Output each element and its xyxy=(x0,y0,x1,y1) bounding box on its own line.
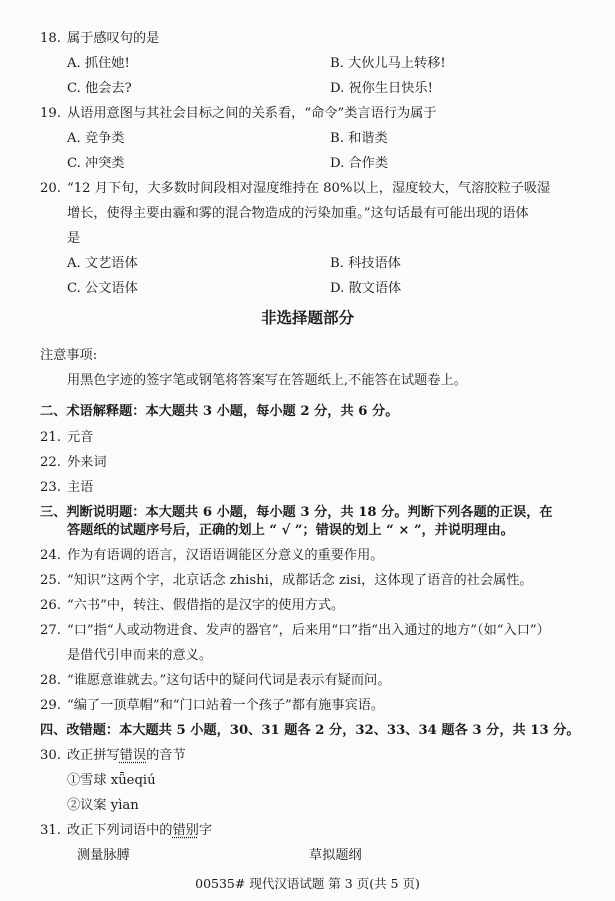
page-footer: 00535# 现代汉语试题 第 3 页(共 5 页) xyxy=(195,876,420,891)
q23-number: 23. xyxy=(40,480,61,495)
q19-option-b: B. 和谐类 xyxy=(330,131,388,146)
q20-option-b: B. 科技语体 xyxy=(330,256,401,271)
q30-item-2: ②议案 yìan xyxy=(67,798,139,813)
q31-text xyxy=(67,822,212,840)
q30-number: 30. xyxy=(40,748,61,763)
q20-number: 20. xyxy=(40,181,61,196)
q19-option-a: A. 竞争类 xyxy=(67,131,125,146)
q26-number: 26. xyxy=(40,598,61,613)
q24-number: 24. xyxy=(40,548,61,563)
q26-text: “六书”中，转注、假借指的是汉字的使用方式。 xyxy=(67,598,345,613)
section-heading-terms: 二、术语解释题：本大题共 3 小题，每小题 2 分，共 6 分。 xyxy=(40,404,399,419)
notice-title: 注意事项: xyxy=(40,348,98,363)
q31-text-post: 字 xyxy=(198,823,213,838)
q28-text: “谁愿意谁就去。”这句话中的疑问代词是表示有疑而问。 xyxy=(67,673,391,688)
q25-text: “知识”这两个字，北京话念 zhishi，成都话念 zisi，这体现了语音的社会属性。 xyxy=(67,573,533,588)
q18-option-b: B. 大伙儿马上转移! xyxy=(330,56,446,71)
q27-text-line2: 是借代引申而来的意义。 xyxy=(67,648,213,663)
q19-option-c: C. 冲突类 xyxy=(67,156,125,171)
q31-text-pre: 改正下列词语中的 xyxy=(67,823,173,838)
q18-option-c: C. 他会去? xyxy=(67,81,132,96)
q21-number: 21. xyxy=(40,430,61,445)
q29-number: 29. xyxy=(40,698,61,713)
q31-number: 31. xyxy=(40,823,61,838)
q22-text: 外来词 xyxy=(67,455,107,470)
q18-stem: 属于感叹句的是 xyxy=(67,31,160,46)
q21-text: 元音 xyxy=(67,430,94,445)
part-title: 非选择题部分 xyxy=(260,308,354,327)
q20-stem-line3: 是 xyxy=(67,231,81,246)
q18-option-a: A. 抓住她! xyxy=(67,56,130,71)
q30-text-post: 的音节 xyxy=(146,748,186,763)
q24-text: 作为有语调的语言，汉语语调能区分意义的重要作用。 xyxy=(67,548,384,563)
q18-option-d: D. 祝你生日快乐! xyxy=(330,81,433,96)
q31-item-2: 草拟题纲 xyxy=(309,848,362,863)
q20-stem-line1: “12 月下旬，大多数时间段相对湿度维持在 80%以上，湿度较大，气溶胶粒子吸湿 xyxy=(67,181,551,196)
q22-number: 22. xyxy=(40,455,61,470)
q20-option-c: C. 公文语体 xyxy=(67,281,138,296)
q25-number: 25. xyxy=(40,573,61,588)
q20-option-a: A. 文艺语体 xyxy=(67,256,138,271)
q20-option-d: D. 散文语体 xyxy=(330,281,402,296)
q18-number: 18. xyxy=(40,31,61,46)
q30-item-1: ①雪球 xǖeqiú xyxy=(67,773,156,788)
notice-text: 用黑色字迹的签字笔或钢笔将答案写在答题纸上,不能答在试题卷上。 xyxy=(67,373,467,388)
q19-option-d: D. 合作类 xyxy=(330,156,389,171)
section-heading-correct: 四、改错题：本大题共 5 小题，30、31 题各 2 分，32、33、34 题各 3 分，共 13 分。 xyxy=(40,723,580,738)
section-heading-judge-line1: 三、判断说明题：本大题共 6 小题，每小题 3 分，共 18 分。判断下列各题的正误，在 xyxy=(40,505,553,520)
section-heading-judge-line2: 答题纸的试题序号后，正确的划上 “ √ ”；错误的划上 “ × ”，并说明理由。 xyxy=(67,523,514,538)
q19-number: 19. xyxy=(40,106,61,121)
q27-number: 27. xyxy=(40,623,61,638)
q31-item-1: 测量脉膊 xyxy=(77,848,130,863)
q31-text-emphasis: 错别 xyxy=(172,823,199,838)
q20-stem-line2: 增长，使得主要由霾和雾的混合物造成的污染加重。”这句话最有可能出现的语体 xyxy=(67,206,529,221)
q27-text-line1: “口”指“人或动物进食、发声的器官”，后来用“口”指“出入通过的地方”（如“入口”） xyxy=(67,623,550,638)
q30-text-pre: 改正拼写 xyxy=(67,748,120,763)
q23-text: 主语 xyxy=(67,480,94,495)
q28-number: 28. xyxy=(40,673,61,688)
q19-stem: 从语用意图与其社会目标之间的关系看，“命令”类言语行为属于 xyxy=(67,106,437,121)
q30-text xyxy=(67,747,186,765)
q29-text: “编了一顶草帽”和“门口站着一个孩子”都有施事宾语。 xyxy=(67,698,385,713)
q30-text-emphasis: 错误 xyxy=(119,748,147,763)
